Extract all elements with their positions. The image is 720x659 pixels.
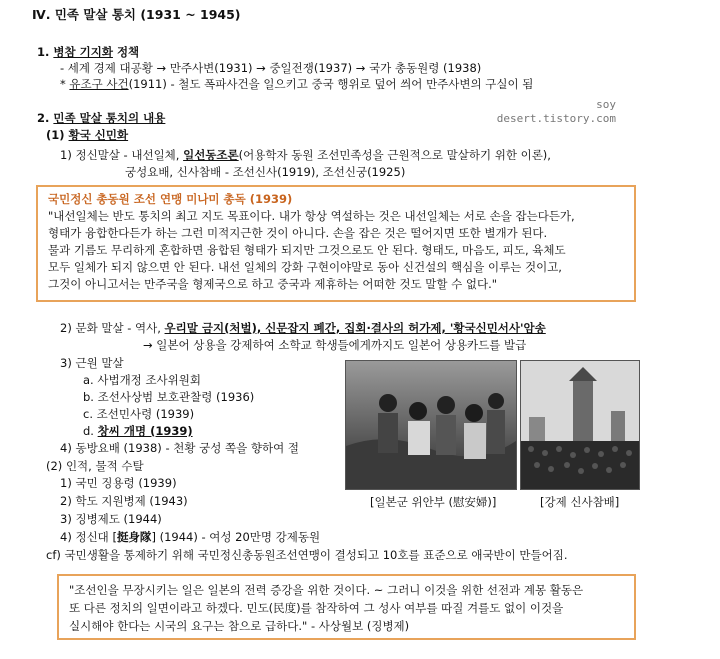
- quote2-line: 또 다른 정치의 일면이라고 하겠다. 민도(民度)를 참작하여 그 성사 여부를 따질 겨를도 없이 이것을: [69, 601, 564, 615]
- watermark-line1: soy: [596, 98, 616, 111]
- section1-line2: [60, 76, 533, 92]
- item3-a: a. 사법개정 조사위원회: [83, 373, 201, 387]
- caption-shrine-worship: [강제 신사참배]: [540, 495, 620, 509]
- sub2-line4-post: ] (1944) - 여성 20만명 강제동원: [151, 530, 321, 544]
- item2-line2: → 일본어 상용을 강제하여 소학교 학생들에게까지도 일본어 상용카드를 발급: [143, 338, 527, 352]
- subsection1-heading: [46, 127, 128, 143]
- quote-box-minami: [36, 185, 636, 302]
- item2-keywords: 우리말 금지(처벌), 신문잡지 폐간, 집회·결사의 허가제, '황국신민서사'암송: [164, 321, 546, 335]
- photo-comfort-women: [345, 360, 517, 490]
- watermark: [480, 98, 616, 126]
- cf-note: cf) 국민생활을 통제하기 위해 국민정신총동원조선연맹이 결성되고 10호를 표준으로 애국반이 만들어짐.: [46, 548, 568, 562]
- quote2-line: "조선인을 무장시키는 일은 일본의 전력 증강을 위한 것이다. ~ 그러니 이것을 위한 선전과 계몽 활동은: [69, 583, 584, 597]
- section2-heading: [37, 110, 165, 126]
- quote1-line: 물과 기름도 무리하게 혼합하면 융합된 형태가 되지만 그것으로도 안 된다. 형태도, 마음도, 피도, 육체도: [48, 243, 566, 257]
- changssi-gaemyeong: 창씨 개명 (1939): [97, 424, 193, 438]
- section1-keyword: 병참 기지화: [53, 45, 113, 59]
- item1-line2: 궁성요배, 신사참배 - 조선신사(1919), 조선신궁(1925): [125, 165, 406, 179]
- jeongsindae-hanja: 挺身隊: [116, 530, 152, 544]
- quote2-line: 실시해야 한다는 시국의 요구는 참으로 급하다." - 사상월보 (징병제): [69, 619, 410, 633]
- item2-prefix: 2) 문화 말살 - 역사,: [60, 321, 165, 335]
- quote1-line: "내선일체는 반도 통치의 최고 지도 목표이다. 내가 항상 역설하는 것은 내선일체는 서로 손을 잡는다든가,: [48, 209, 575, 223]
- section1-star: *: [60, 77, 70, 91]
- subsection1-number: (1): [46, 128, 69, 142]
- section1-line2-rest: (1911) - 철도 폭파사건을 일으키고 중국 행위로 덮어 씌어 만주사변의 구실이 됨: [128, 77, 534, 91]
- page-title: Ⅳ. 민족 말살 통치 (1931 ~ 1945): [32, 7, 241, 22]
- watermark-line2: desert.tistory.com: [496, 112, 616, 125]
- quote1-line: 모두 일체가 되지 않으면 안 된다. 내선 일체의 강화 구현이야말로 동아 신건설의 핵심을 이루는 것이고,: [48, 260, 562, 274]
- item3-d: [83, 423, 193, 439]
- section2-keyword: 민족 말살 통치의 내용: [53, 111, 166, 125]
- item3-b: b. 조선사상범 보호관찰령 (1936): [83, 390, 255, 404]
- photo-shrine-worship: [520, 360, 640, 490]
- item1-line1: [60, 147, 551, 163]
- ilseon-dongjoron: 일선동조론: [183, 148, 239, 162]
- subsection1-keyword: 황국 신민화: [68, 128, 129, 142]
- sub2-line4: [60, 529, 320, 545]
- caption-comfort-women: [일본군 위안부 (慰安婦)]: [370, 495, 497, 509]
- item1-prefix: 1) 정신말살 - 내선일체,: [60, 148, 184, 162]
- sub2-line2: 2) 학도 지원병제 (1943): [60, 494, 188, 508]
- quote1-line: 그것이 아니고서는 만주국을 형제국으로 하고 중국과 제휴하는 어떠한 것도 말할 수 없다.": [48, 277, 498, 291]
- item3-d-prefix: d.: [83, 424, 98, 438]
- quote1-heading: 국민정신 총동원 조선 연맹 미나미 총독 (1939): [48, 192, 293, 206]
- item2-line1: [60, 320, 546, 336]
- photo-comfort-women-image: [346, 361, 516, 489]
- sub2-line3: 3) 징병제도 (1944): [60, 512, 162, 526]
- sub2-line1: 1) 국민 징용령 (1939): [60, 476, 177, 490]
- section2-number: 2.: [37, 111, 54, 125]
- quote-box-conscription: [57, 574, 636, 640]
- item1-suffix: (어용학자 동원 조선민족성을 근원적으로 말살하기 위한 이론),: [238, 148, 551, 162]
- section1-heading-rest: 정책: [112, 45, 140, 59]
- quote1-line: 형태가 융합한다든가 하는 그런 미적지근한 것이 아니다. 손을 잡은 것은 떨어지면 또한 별개가 된다.: [48, 226, 548, 240]
- photo-shrine-worship-image: [521, 361, 639, 489]
- sub2-line4-pre: 4) 정신대 [: [60, 530, 117, 544]
- item3-heading: 3) 근원 말살: [60, 356, 124, 370]
- section1-heading: [37, 44, 139, 60]
- section1-line1: - 세계 경제 대공황 → 만주사변(1931) → 중일전쟁(1937) → 국가 총동원령 (1938): [60, 61, 482, 75]
- subsection2-heading: (2) 인적, 물적 수탈: [46, 459, 144, 473]
- section1-number: 1.: [37, 45, 54, 59]
- item3-c: c. 조선민사령 (1939): [83, 407, 195, 421]
- item4: 4) 동방요배 (1938) - 천황 궁성 쪽을 향하여 절: [60, 441, 299, 455]
- yujogu-incident: 유조구 사건: [69, 77, 129, 91]
